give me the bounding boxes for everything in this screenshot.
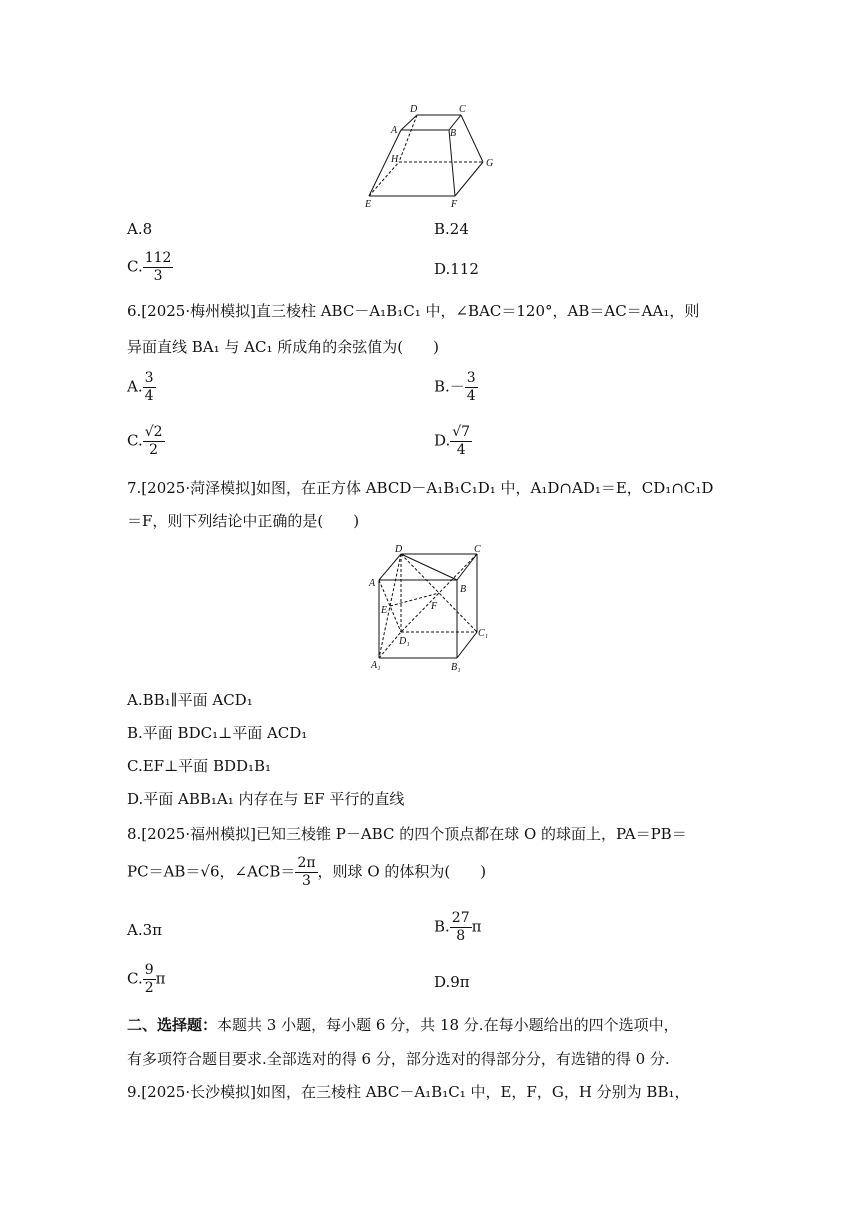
label-H: H [391, 154, 399, 165]
q6-stem-line2: 异面直线 BA₁ 与 AC₁ 所成角的余弦值为( ) [127, 338, 439, 356]
q6-stem-line1: 6.[2025·梅州模拟]直三棱柱 ABC－A₁B₁C₁ 中，∠BAC＝120°，AB＝AC＝AA₁，则 [127, 302, 700, 320]
q6-option-c: C. $\frac{√2}{2}$ [127, 424, 163, 458]
label-B: B [460, 584, 467, 595]
label-D: D [395, 544, 403, 555]
q5-option-c: C. $\frac{112}{3}$ [127, 250, 172, 284]
q6-option-a: A. $\frac{3}{4}$ [127, 370, 154, 404]
q7-option-a: A.BB₁∥平面 ACD₁ [127, 691, 253, 709]
q6-option-d: D. $\frac{√7}{4}$ [434, 424, 471, 458]
q7-option-c: C.EF⊥平面 BDD₁B₁ [127, 757, 272, 775]
q8-option-d: D.9π [434, 973, 470, 991]
label-E: E [365, 199, 372, 210]
section2-title: 二、选择题： [127, 1016, 218, 1034]
cube-figure [365, 540, 500, 675]
label-A1: A₁ [371, 660, 381, 671]
label-D1: D₁ [399, 636, 410, 647]
q7-stem-line1: 7.[2025·菏泽模拟]如图，在正方体 ABCD－A₁B₁C₁D₁ 中，A₁D∩AD₁＝E，CD₁∩C₁D [127, 479, 714, 497]
q9-stem-line1: 9.[2025·长沙模拟]如图，在三棱柱 ABC－A₁B₁C₁ 中，E，F，G，H 分别为 BB₁， [127, 1083, 690, 1101]
label-F: F [451, 199, 458, 210]
q8-option-a: A.3π [127, 921, 163, 939]
q6-option-b: B.－ $\frac{3}{4}$ [434, 370, 476, 404]
label-E: E [381, 605, 388, 616]
label-B1: B₁ [451, 662, 461, 673]
q8-stem-line2: PC＝AB＝√6，∠ACB＝ $\frac{2\pi}{3}$ ，则球 O 的体积为( ) [127, 855, 487, 889]
label-A: A [391, 125, 398, 136]
q7-stem-line2: ＝F，则下列结论中正确的是( ) [127, 512, 360, 530]
q7-option-b: B.平面 BDC₁⊥平面 ACD₁ [127, 724, 308, 742]
q5-option-d: D.112 [434, 260, 479, 278]
section2-line2: 有多项符合题目要求.全部选对的得 6 分，部分选对的得部分分，有选错的得 0 分. [127, 1050, 670, 1068]
label-C: C [474, 544, 481, 555]
q8-option-b: B. $\frac{27}{8}$ π [434, 910, 482, 944]
frustum-figure [355, 100, 505, 210]
q5-option-b: B.24 [434, 220, 469, 238]
label-F: F [431, 601, 438, 612]
label-C: C [459, 104, 466, 115]
label-C1: C₁ [478, 628, 489, 639]
q5-option-a: A.8 [127, 220, 153, 238]
label-D: D [410, 104, 418, 115]
section2-line1: 二、选择题：本题共 3 小题，每小题 6 分，共 18 分.在每小题给出的四个选项中， [127, 1016, 679, 1034]
q8-stem-line1: 8.[2025·福州模拟]已知三棱锥 P－ABC 的四个顶点都在球 O 的球面上，PA＝PB＝ [127, 825, 687, 843]
label-A: A [369, 578, 376, 589]
q8-option-c: C. $\frac{9}{2}$ π [127, 962, 166, 996]
q7-option-d: D.平面 ABB₁A₁ 内存在与 EF 平行的直线 [127, 790, 405, 808]
label-B: B [450, 128, 457, 139]
label-G: G [486, 158, 494, 169]
